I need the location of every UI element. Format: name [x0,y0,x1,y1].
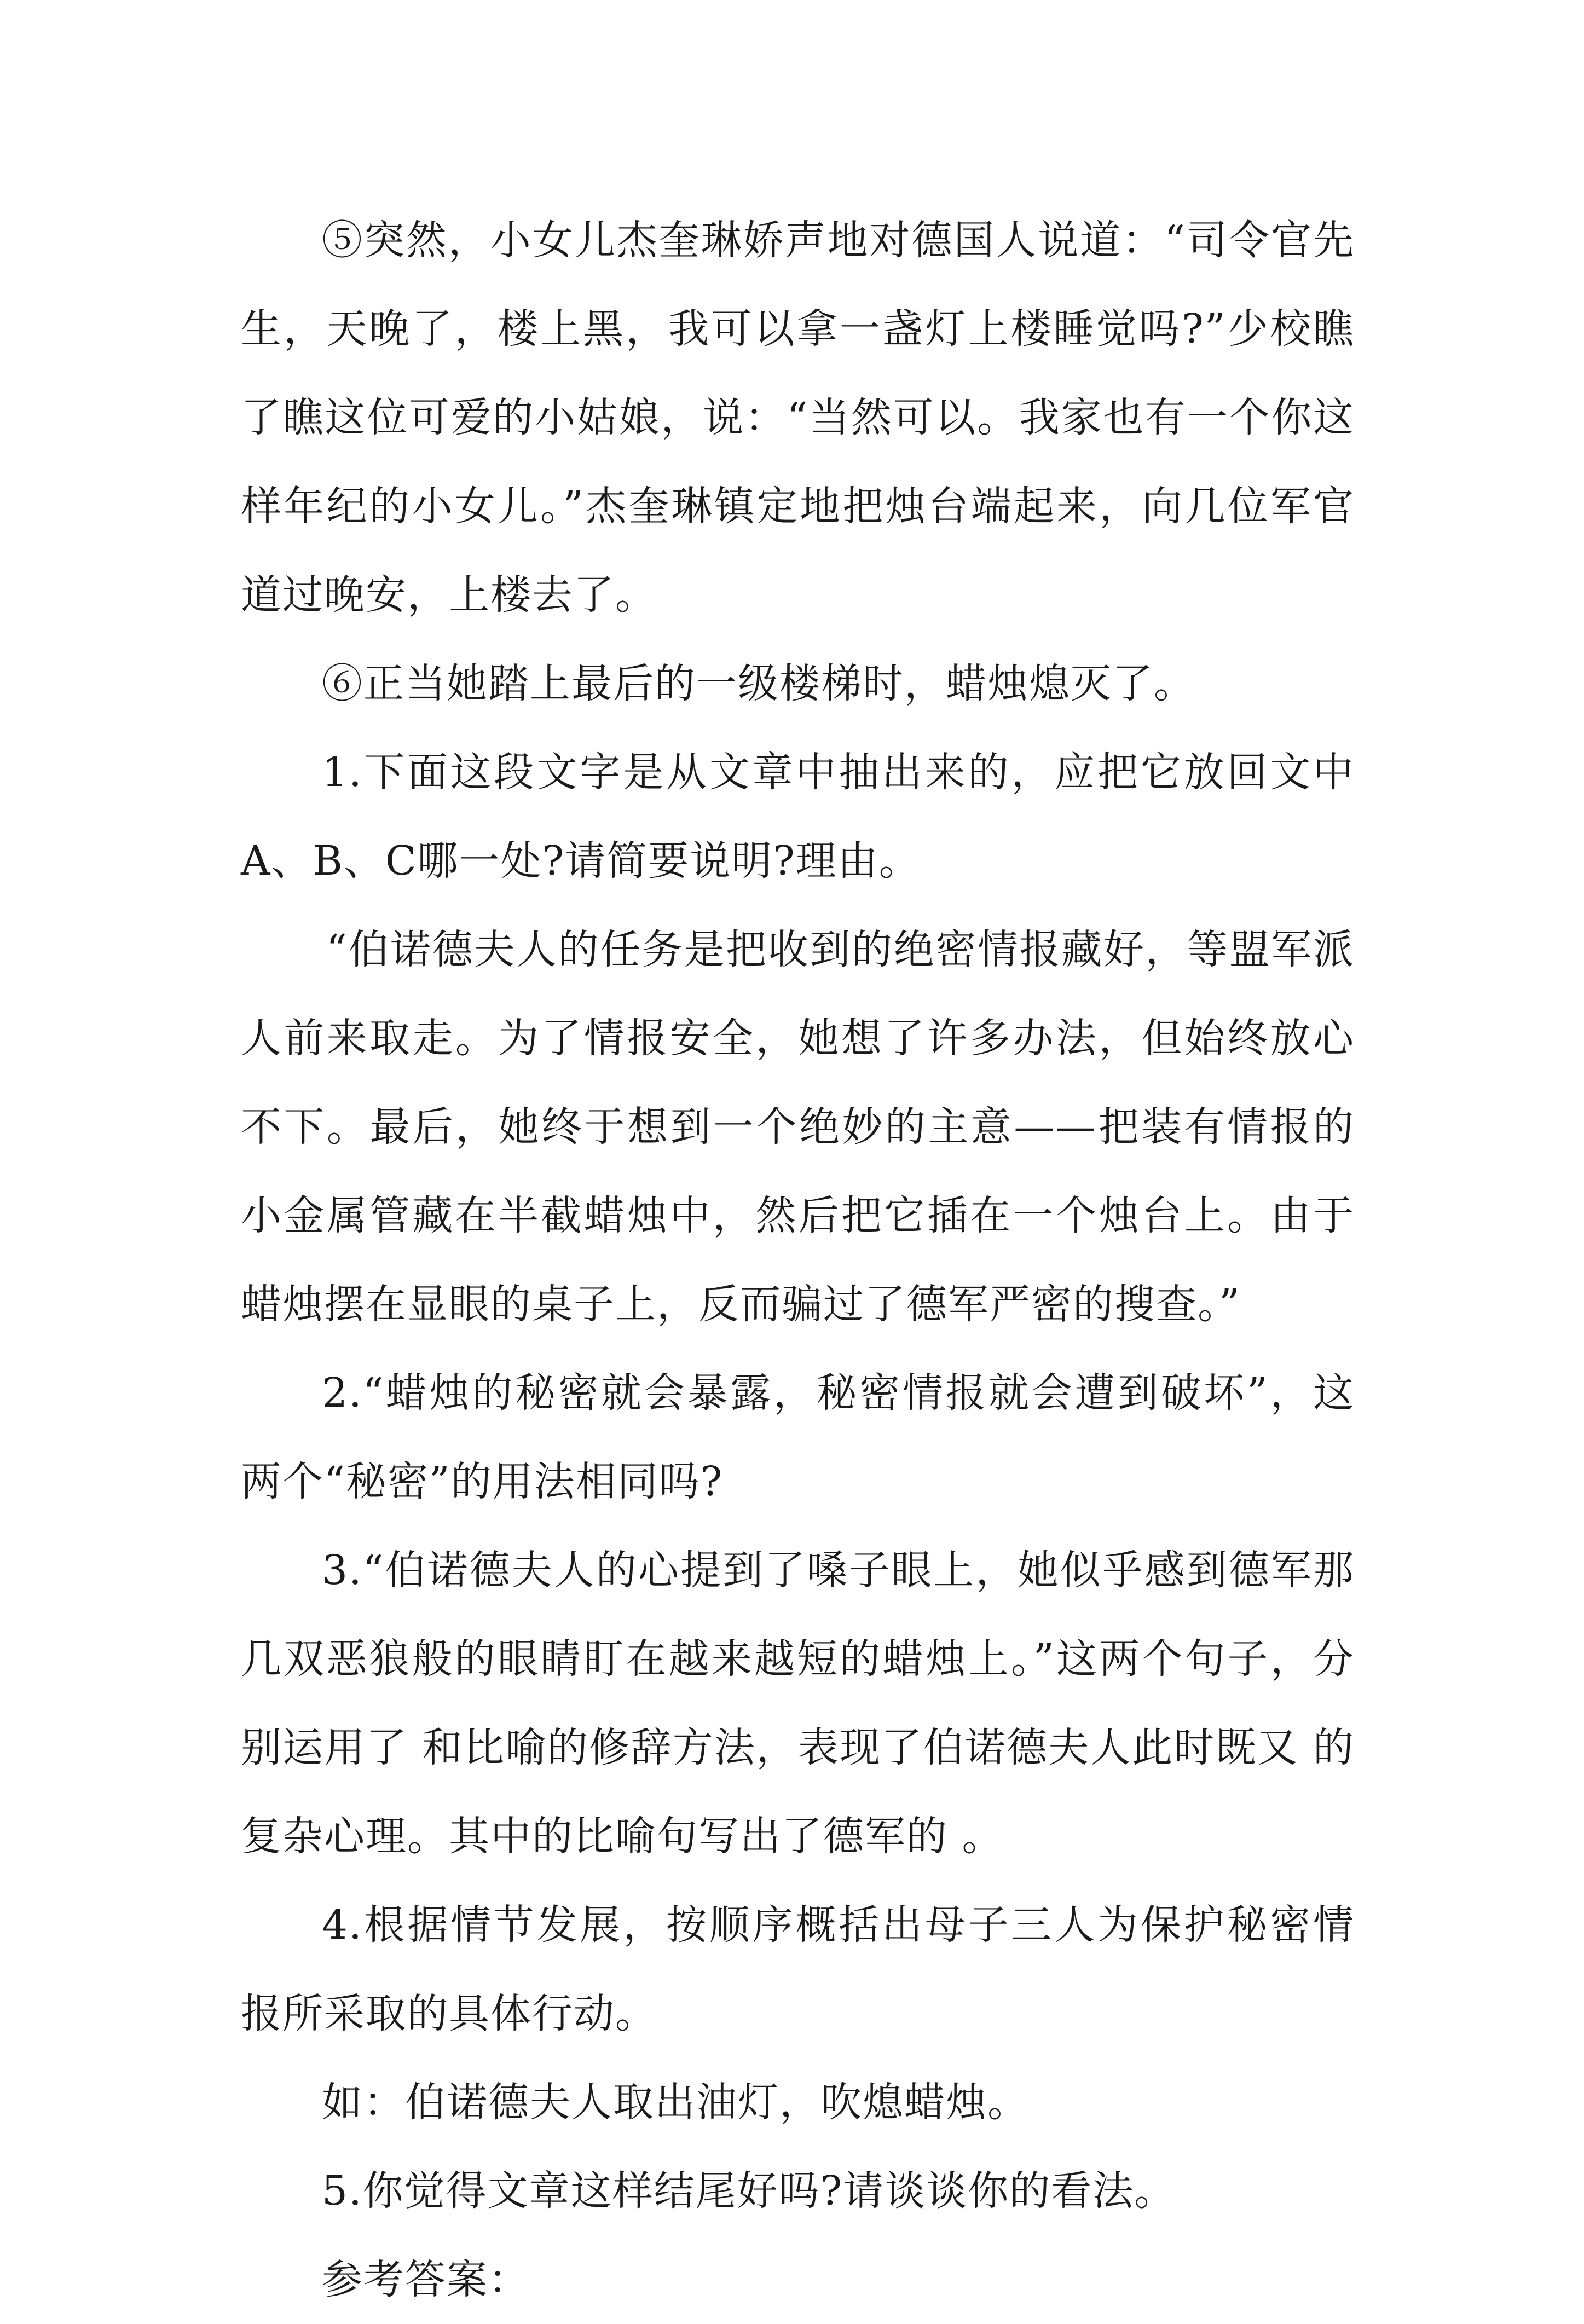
document-body [241,196,1355,2324]
answer-heading: 参考答案： [322,2256,530,2303]
quoted-passage: “伯诺德夫人的任务是把收到的绝密情报藏好，等盟军派人前来取走。为了情报安全，她想了许多办法，但始终放心不下。最后，她终于想到一个绝妙的主意——把装有情报的小金属管藏在半截蜡烛中，然后把它插在一个烛台上。由于蜡烛摆在显眼的桌子上，反而骗过了德军严密的搜查。” [241,926,1355,1328]
question-4-example: 如：伯诺德夫人取出油灯，吹熄蜡烛。 [322,2079,1029,2126]
question-1: 1.下面这段文字是从文章中抽出来的，应把它放回文中A、B、C哪一处?请简要说明?理由。 [241,749,1355,884]
question-3: 3.“伯诺德夫人的心提到了嗓子眼上，她似乎感到德军那几双恶狼般的眼睛盯在越来越短的蜡烛上。”这两个句子，分别运用了 和比喻的修辞方法，表现了伯诺德夫人此时既又 的复杂心理。其中的比喻句写出了德军的 。 [241,1547,1355,1860]
question-2: 2.“蜡烛的秘密就会暴露，秘密情报就会遭到破坏”，这两个“秘密”的用法相同吗? [241,1369,1355,1505]
paragraph-6: ⑥正当她踏上最后的一级楼梯时，蜡烛熄灭了。 [322,660,1195,707]
question-4: 4.根据情节发展，按顺序概括出母子三人为保护秘密情报所采取的具体行动。 [241,1901,1355,2037]
paragraph-5: ⑤突然，小女儿杰奎琳娇声地对德国人说道：“司令官先生，天晚了，楼上黑，我可以拿一盏灯上楼睡觉吗?”少校瞧了瞧这位可爱的小姑娘，说：“当然可以。我家也有一个你这样年纪的小女儿。”杰奎琳镇定地把烛台端起来，向几位军官道过晚安，上楼去了。 [241,217,1355,618]
question-5: 5.你觉得文章这样结尾好吗?请谈谈你的看法。 [322,2167,1176,2215]
